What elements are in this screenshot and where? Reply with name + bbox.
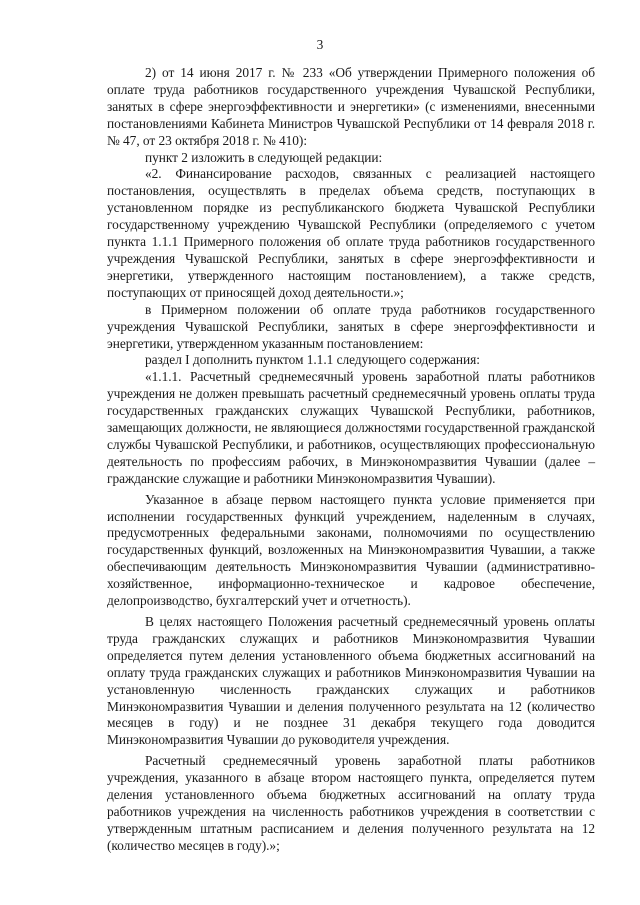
document-body — [107, 65, 595, 855]
paragraph-section-addition: раздел I дополнить пунктом 1.1.1 следующего содержания: — [145, 352, 480, 368]
paragraph-point-1-1-1: «1.1.1. Расчетный среднемесячный уровень заработной платы работников учреждения не должен превышать расчетный среднемесячный уровень оплаты труда государственных гражданских служащих Чувашской Республики, работников, замещающих должности, не являющиеся должностями государственной гражданской службы Чувашской Республики, и работников, осуществляющих профессиональную деятельность по профессиям рабочих, в Минэкономразвития Чувашии (далее – гражданские служащие и работники Минэкономразвития Чувашии). — [107, 369, 595, 486]
paragraph-calculation-employees: Расчетный среднемесячный уровень заработной платы работников учреждения, указанного в абзаце втором настоящего пункта, определяется путем деления установленного объема бюджетных ассигнований на оплату труда работников учреждения на численность работников учреждения в соответствии с утвержденным штатным расписанием и деления полученного результата на 12 (количество месяцев в году).»; — [107, 753, 595, 853]
paragraph-calculation-officials: В целях настоящего Положения расчетный среднемесячный уровень оплаты труда гражданских служащих и работников Минэкономразвития Чувашии определяется путем деления установленного объема бюджетных ассигнований на оплату труда гражданских служащих и работников Минэкономразвития Чувашии на установленную численность гражданских служащих и работников Минэкономразвития Чувашии и деления полученного результата на 12 (количество месяцев в году) и не позднее 31 декабря текущего года доводится Минэкономразвития Чувашии до руководителя учреждения. — [107, 614, 595, 748]
paragraph-point-2-instruction: пункт 2 изложить в следующей редакции: — [145, 149, 383, 165]
paragraph-regulation-intro: в Примерном положении об оплате труда работников государственного учреждения Чувашской Республики, занятых в сфере энергоэффективности и энергетики, утвержденном указанным постановлением: — [107, 301, 595, 351]
paragraph-condition: Указанное в абзаце первом настоящего пункта условие применяется при исполнении государственных функций учреждением, наделенным в случаях, предусмотренных федеральными законами, полномочиями по осуществлению государственных функций, возложенных на Минэкономразвития Чувашии, а также обеспечивающим деятельность Минэкономразвития Чувашии (административно-хозяйственное, информационно-техническое и кадровое обеспечение, делопроизводство, бухгалтерский учет и отчетность). — [107, 491, 595, 609]
paragraph-point-2-text: «2. Финансирование расходов, связанных с реализацией настоящего постановления, осуществлять в пределах объема средств, поступающих в установленном порядке из республиканского бюджета Чувашской Республики государственному учреждению Чувашской Республики (определяемого с учетом пункта 1.1.1 Примерного положения об оплате труда работников государственного учреждения Чувашской Республики, занятых в сфере энергоэффективности и энергетики, утвержденного настоящим постановлением), а также средств, поступающих от приносящей доход деятельности.»; — [107, 166, 595, 300]
paragraph-amendment-intro: 2) от 14 июня 2017 г. № 233 «Об утверждении Примерного положения об оплате труда работников государственного учреждения Чувашской Республики, занятых в сфере энергоэффективности и энергетики» (с изменениями, внесенными постановлениями Кабинета Министров Чувашской Республики от 14 февраля 2018 г. № 47, от 23 октября 2018 г. № 410): — [107, 65, 595, 148]
page-number: 3 — [316, 37, 324, 52]
